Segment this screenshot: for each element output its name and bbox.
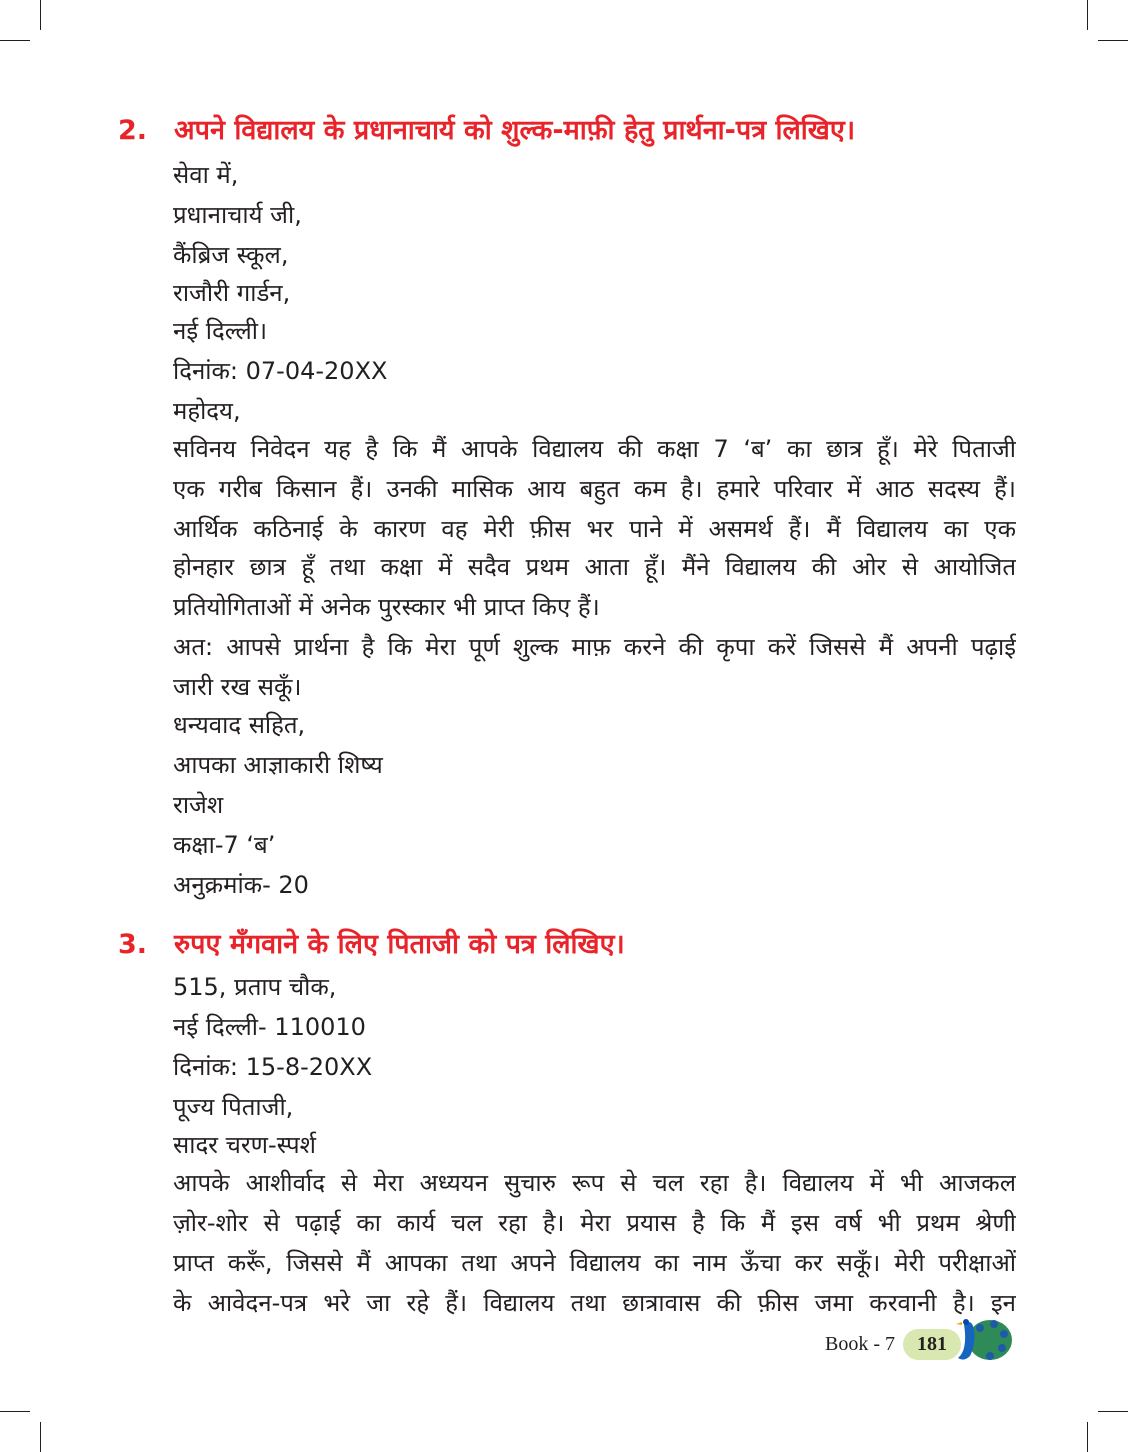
body-line: अत: आपसे प्रार्थना है कि मेरा पूर्ण शुल्क माफ़ करने की कृपा करें जिससे मैं अपनी पढ़ाई (173, 633, 1016, 661)
crop-mark (1098, 40, 1128, 41)
body-line: आपके आशीर्वाद से मेरा अध्ययन सुचारु रूप से चल रहा है। विद्यालय में भी आजकल (173, 1169, 1016, 1197)
book-label: Book - 7 (825, 1332, 895, 1355)
body-line: के आवेदन-पत्र भरे जा रहे हैं। विद्यालय तथा छात्रावास की फ़ीस जमा करवानी है। इन (173, 1289, 1016, 1317)
body-line: एक गरीब किसान हैं। उनकी मासिक आय बहुत कम है। हमारे परिवार में आठ सदस्य हैं। (173, 475, 1016, 503)
closing-line: कक्षा-7 ‘ब’ (173, 831, 276, 859)
crop-mark (1087, 0, 1088, 30)
letter-date: दिनांक: 07-04-20XX (173, 357, 388, 385)
letter-line: प्रधानाचार्य जी, (173, 201, 302, 229)
body-line: होनहार छात्र हूँ तथा कक्षा में सदैव प्रथम आता हूँ। मैंने विद्यालय की ओर से आयोजित (173, 553, 1016, 581)
body-line: सविनय निवेदन यह है कि मैं आपके विद्यालय की कक्षा 7 ‘ब’ का छात्र हूँ। मेरे पिताजी (173, 435, 1016, 463)
page-footer (825, 1325, 961, 1363)
crop-mark (0, 1411, 30, 1412)
closing-line: अनुक्रमांक- 20 (173, 871, 309, 899)
letter-line: नई दिल्ली। (173, 317, 268, 345)
body-line: जारी रख सकूँ। (173, 673, 302, 701)
crop-mark (0, 40, 30, 41)
question-number: 3. (118, 929, 148, 960)
question-title: रुपए मँगवाने के लिए पिताजी को पत्र लिखिए। (174, 929, 625, 960)
letter-line: सेवा में, (173, 161, 239, 189)
closing-line: धन्यवाद सहित, (173, 711, 306, 739)
body-line: प्राप्त करूँ, जिससे मैं आपका तथा अपने विद्यालय का नाम ऊँचा कर सकूँ। मेरी परीक्षाओं (173, 1249, 1016, 1277)
peacock-icon (950, 1310, 1014, 1372)
letter-line: नई दिल्ली- 110010 (173, 1013, 366, 1041)
closing-line: राजेश (173, 791, 224, 819)
closing-line: आपका आज्ञाकारी शिष्य (173, 751, 383, 779)
letter-line: राजौरी गार्डन, (173, 279, 291, 307)
body-line: ज़ोर-शोर से पढ़ाई का कार्य चल रहा है। मेरा प्रयास है कि मैं इस वर्ष भी प्रथम श्रेणी (173, 1209, 1016, 1237)
letter-line: कैंब्रिज स्कूल, (173, 241, 289, 269)
letter-date: दिनांक: 15-8-20XX (173, 1053, 373, 1081)
letter-line: 515, प्रताप चौक, (173, 973, 337, 1001)
crop-mark (40, 0, 41, 30)
question-2-heading (118, 110, 855, 147)
crop-mark (1087, 1422, 1088, 1452)
letter-line: पूज्य पिताजी, (173, 1093, 294, 1121)
question-number: 2. (118, 115, 148, 146)
crop-mark (40, 1422, 41, 1452)
letter-line: महोदय, (173, 397, 241, 425)
crop-mark (1098, 1411, 1128, 1412)
letter-line: सादर चरण-स्पर्श (173, 1131, 316, 1159)
page-number: 181 (903, 1329, 961, 1360)
question-title: अपने विद्यालय के प्रधानाचार्य को शुल्क-माफ़ी हेतु प्रार्थना-पत्र लिखिए। (174, 115, 856, 146)
body-line: प्रतियोगिताओं में अनेक पुरस्कार भी प्राप्त किए हैं। (173, 593, 600, 621)
body-line: आर्थिक कठिनाई के कारण वह मेरी फ़ीस भर पाने में असमर्थ हैं। मैं विद्यालय का एक (173, 515, 1016, 543)
question-3-heading (118, 924, 625, 961)
